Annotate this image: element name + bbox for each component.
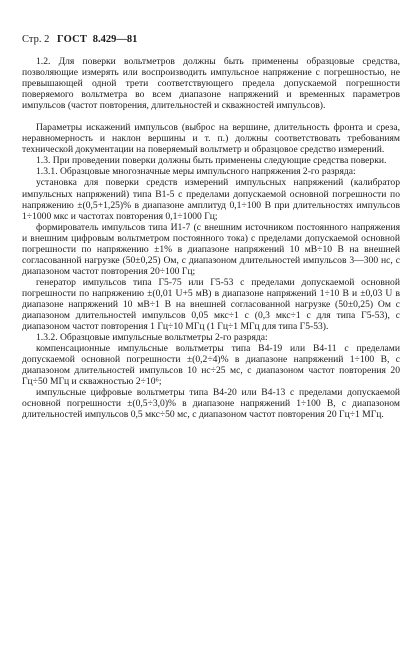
paragraph-digital-voltmeters: импульсные цифровые вольтметры типа В4-20 или В4-13 с пределами допускаемой основной погрешности ±(0,5÷3,0)% в диапазоне напряжений 1÷100 В, с диапазоном длительностей импульсов 0,5 мкс÷50 мс, с диапазоном частот повторения 20 Гц÷1 МГц.	[22, 387, 400, 421]
standard-number: 8.429—81	[92, 34, 138, 45]
page-header	[22, 34, 137, 46]
paragraph-generator-g5: генератор импульсов типа Г5-75 или Г5-53 с пределами допускаемой основной погрешности по напряжению ±(0,01 U+5 мВ) в диапазоне напряжений 1÷10 В и ±0,03 U в диапазоне напряжений 10 мВ÷1 В на внешней согласованной нагрузке (50±0,25) Ом с диапазоном длительностей импульсов 0,05 мкс÷1 с (0,3 мкс÷1 с для типа Г5-53), с диапазоном частот повторения 1 Гц÷10 МГц (1 Гц÷1 МГц для типа Г5-53).	[22, 276, 400, 333]
paragraph-1-3-2: 1.3.2. Образцовые импульсные вольтметры 2-го разряда:	[36, 332, 268, 344]
paragraph-1-2: 1.2. Для поверки вольтметров должны быть применены образцовые средства, позволяющие измерять или воспроизводить импульсное напряжение с погрешностью, не превышающей одной трети соответствующего предела допускаемой погрешности поверяемого вольтметра во всем диапазоне напряжений и временных параметров импульсов (частот повторения, длительностей и скважностей импульсов).	[22, 56, 400, 112]
paragraph-calibrator-v1-5: установка для поверки средств измерений импульсных напряжений (калибратор импульсных напряжений) типа В1-5 с пределами допускаемой основной погрешности по напряжению ±(0,5+1,25)% в диапазоне амплитуд 0,1÷100 В при длительностях импульсов 1÷1000 мкс и частотах повторения 0,1÷1000 Гц;	[22, 177, 400, 222]
document-body	[22, 56, 400, 421]
paragraph-compensation-voltmeters: компенсационные импульсные вольтметры типа В4-19 или В4-11 с пределами допускаемой основной погрешности ±(0,2÷4)% в диапазоне напряжений 1÷100 В, с диапазоном длительностей импульсов 10 нс÷25 мс, с диапазоном частот повторения 20 Гц÷50 МГц и скважностью 2÷10⁶;	[22, 343, 400, 388]
standard-label: ГОСТ	[56, 34, 88, 45]
paragraph-1-3-1: 1.3.1. Образцовые многозначные меры импульсного напряжения 2-го разряда:	[36, 166, 356, 178]
paragraph-1-3: 1.3. При проведении поверки должны быть применены следующие средства поверки.	[36, 155, 387, 167]
paragraph-distortion-params: Параметры искажений импульсов (выброс на вершине, длительность фронта и среза, неравномерность и наклон вершины и т. п.) должны соответствовать требованиям технической документации на поверяемый вольтметр и образцовое средство измерений.	[22, 122, 400, 156]
page-number-label: Стр. 2	[22, 34, 50, 45]
paragraph-shaper-i1-7: формирователь импульсов типа И1-7 (с внешним источником постоянного напряжения и внешним цифровым вольтметром постоянного тока) с пределами допускаемой основной погрешности по напряжению ±1% в диапазоне напряжений 10 мВ÷10 В на внешней согласованной нагрузке (50±0,25) Ом, с диапазоном длительностей импульсов 3—300 нс, с диапазоном частот повторения 20÷100 Гц;	[22, 221, 400, 277]
